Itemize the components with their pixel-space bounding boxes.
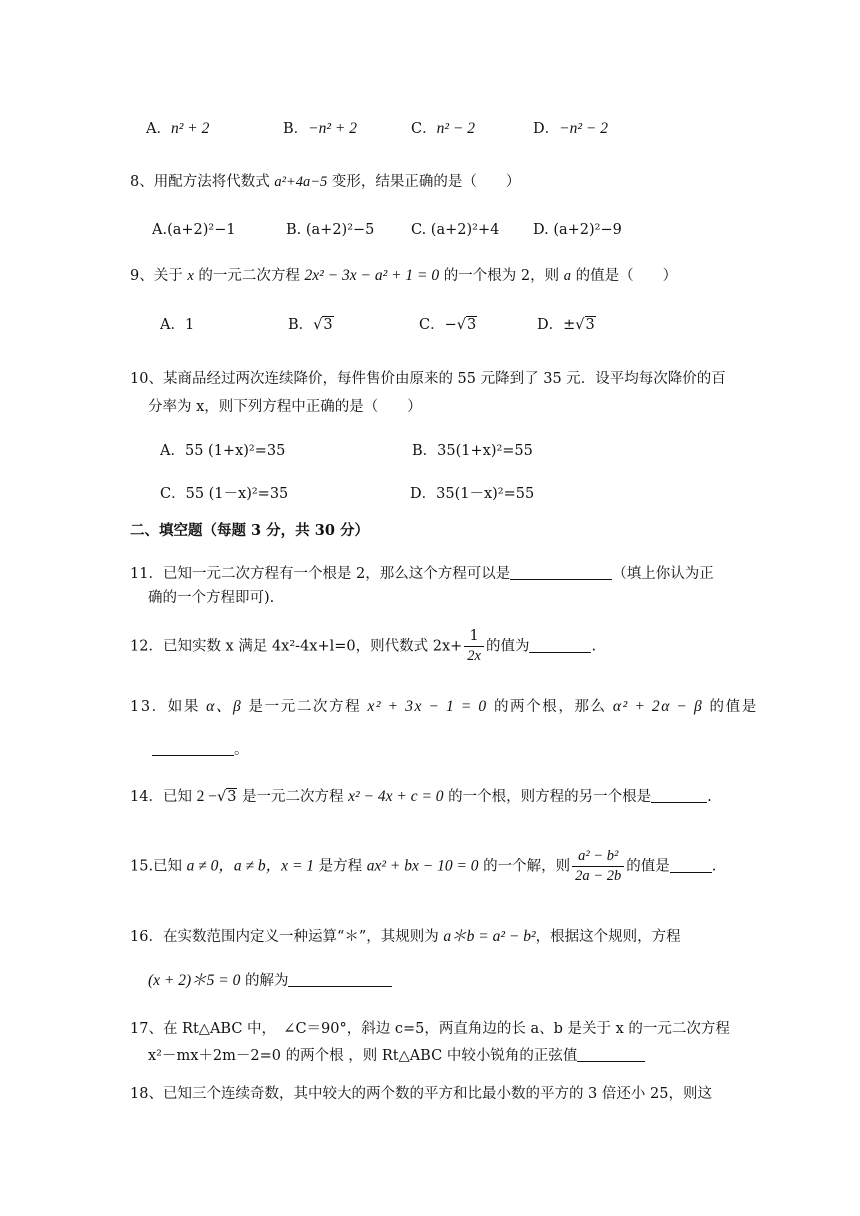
q9-option-b: B．√3 bbox=[288, 317, 333, 333]
q10-option-c: C．55 (1－x)²=35 bbox=[160, 486, 289, 502]
q7-option-a: A．n² + 2 bbox=[146, 120, 210, 137]
q15-stem: 15.已知 a ≠ 0，a ≠ b，x = 1 是方程 ax² + bx − 10 = 0 的一个解，则 $\frac{\text{a² − b²}}{2a - 2b}$ 的值是 . bbox=[130, 848, 717, 884]
section-heading: 二、填空题（每题 3 分，共 30 分） bbox=[130, 522, 369, 539]
q8-option-c: C. (a+2)²+4 bbox=[411, 222, 500, 238]
q8-stem: 8、用配方法将代数式 a²+4a−5 变形，结果正确的是（ ） bbox=[130, 174, 521, 190]
q18-stem-line1: 18、已知三个连续奇数，其中较大的两个数的平方和比最小数的平方的 3 倍还小 25，则这 bbox=[130, 1086, 712, 1102]
q17-stem-line2: x²－mx＋2m－2=0 的两个根 ，则 Rt△ABC 中较小锐角的正弦值 bbox=[148, 1045, 645, 1066]
q16-stem-line1: 16．在实数范围内定义一种运算“＊”，其规则为 a＊b = a² − b²，根据这个规则，方程 bbox=[130, 928, 681, 945]
q10-stem-line2: 分率为 x，则下列方程中正确的是（ ） bbox=[148, 399, 422, 415]
q11-stem-line2: 确的一个方程即可). bbox=[148, 590, 275, 606]
q17-answer-blank[interactable] bbox=[577, 1045, 645, 1062]
q10-option-d: D．35(1－x)²=55 bbox=[410, 486, 535, 502]
q8-option-b: B. (a+2)²−5 bbox=[286, 222, 375, 238]
q9-stem: 9、关于 x 的一元二次方程 2x² − 3x − a² + 1 = 0 的一个根为 2，则 a 的值是（ ） bbox=[130, 267, 678, 284]
q8-option-a: A.(a+2)²−1 bbox=[152, 222, 236, 238]
q13-stem-line2: 。 bbox=[152, 739, 249, 760]
q7-option-b: B．−n² + 2 bbox=[283, 120, 357, 137]
q14-answer-blank[interactable] bbox=[651, 786, 707, 803]
q7-option-c: C．n² − 2 bbox=[411, 120, 475, 137]
q9-option-c: C．−√3 bbox=[419, 317, 477, 333]
q13-answer-blank[interactable] bbox=[152, 739, 234, 756]
q15-fraction: $\frac{\text{a² − b²}}{2a - 2b}$ bbox=[572, 848, 624, 885]
q12-stem: 12．已知实数 x 满足 4x²-4x+l=0，则代数式 2x+ $\frac{1}{2x}$ 的值为 . bbox=[130, 628, 597, 664]
q11-stem-line1: 11．已知一元二次方程有一个根是 2，那么这个方程可以是 （填上你认为正 bbox=[130, 563, 714, 584]
q9-option-d: D．±√3 bbox=[537, 317, 595, 333]
q15-answer-blank[interactable] bbox=[670, 856, 712, 873]
q16-stem-line2: (x + 2)＊5 = 0 的解为 bbox=[148, 970, 392, 991]
q7-option-d: D．−n² − 2 bbox=[533, 120, 608, 137]
q10-option-a: A．55 (1+x)²=35 bbox=[160, 443, 286, 459]
q10-option-b: B．35(1+x)²=55 bbox=[412, 443, 533, 459]
q11-answer-blank[interactable] bbox=[510, 563, 612, 580]
q17-stem-line1: 17、在 Rt△ABC 中， ∠C＝90°，斜边 c=5，两直角边的长 a、b 是关于 x 的一元二次方程 bbox=[130, 1021, 730, 1037]
q16-answer-blank[interactable] bbox=[288, 970, 392, 987]
q8-option-d: D. (a+2)²−9 bbox=[533, 222, 622, 238]
q12-fraction: $\frac{1}{2x}$ bbox=[464, 628, 484, 665]
q12-answer-blank[interactable] bbox=[529, 636, 591, 653]
q9-option-a: A．1 bbox=[160, 317, 195, 333]
q13-stem-line1: 13．如果 α、β 是一元二次方程 x² + 3x − 1 = 0 的两个根，那么 α² + 2α − β 的值是 bbox=[130, 698, 758, 715]
q10-stem-line1: 10、某商品经过两次连续降价，每件售价由原来的 55 元降到了 35 元．设平均每次降价的百 bbox=[130, 371, 726, 387]
q14-stem: 14．已知 2 −√3 是一元二次方程 x² − 4x + c = 0 的一个根，则方程的另一个根是 . bbox=[130, 788, 712, 805]
